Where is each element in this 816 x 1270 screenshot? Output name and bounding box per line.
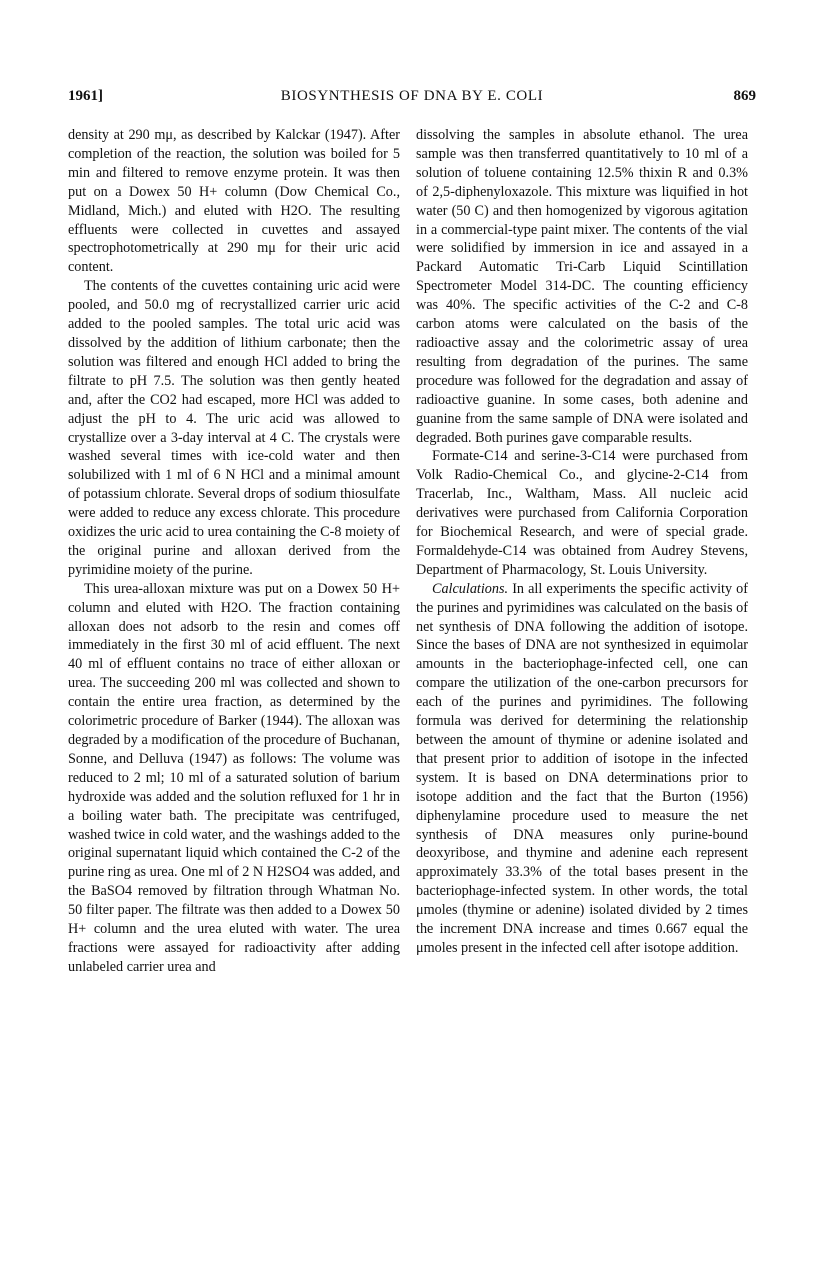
calculations-body: In all experiments the specific activity of the purines and pyrimidines was calculated on the basis of net synthesis of DNA following the addition of isotope. Since the bases of DNA are not synthesized in equimolar amounts in the bacteriophage-infected cell, one can compare the utilization of the one-carbon precursors for each of the purines and pyrimidines. The following formula was derived for determining the relationship between the amount of thymine or adenine isolated and that present prior to addition of isotope in the infected system. It is based on DNA determinations prior to isotope addition and the fact that the Burton (1956) diphenylamine procedure used to measure the net synthesis of DNA measures only purine-bound deoxyribose, and thymine and adenine each represent approximately 33.3% of the total bases present in the bacteriophage-infected system. In other words, the total μmoles (thymine or adenine) isolated divided by 2 times the increment DNA increase and times 0.667 equal the μmoles present in the infected cell after isotope addition.	[416, 580, 748, 956]
running-title: BIOSYNTHESIS OF DNA BY E. COLI	[280, 88, 544, 104]
paragraph-scintillation-assay: dissolving the samples in absolute ethanol. The urea sample was then transferred quantitatively to 10 ml of a solution of toluene containing 12.5% thixin R and 0.3% of 2,5-diphenyloxazole. This mixture was liquified in hot water (50 C) and then homogenized by vigorous agitation in a commercial-type paint mixer. The contents of the vial were solidified by immersion in ice and assayed in a Packard Automatic Tri-Carb Liquid Scintillation Spectrometer Model 314-DC. The counting efficiency was 40%. The specific activities of the C-2 and C-8 carbon atoms were calculated on the basis of the radioactive assay and the colorimetric assay of urea resulting from degradation of the purines. The same procedure was followed for the degradation and assay of radioactive guanine. In some cases, both adenine and guanine from the same sample of DNA were isolated and degraded. Both purines gave comparable results.	[416, 127, 748, 446]
page-number: 869	[733, 88, 756, 104]
left-column	[68, 126, 400, 977]
paragraph-calculations	[416, 580, 748, 958]
calculations-heading: Calculations.	[432, 580, 509, 597]
paragraph-uric-acid-oxidation: The contents of the cuvettes containing uric acid were pooled, and 50.0 mg of recrystallized carrier uric acid added to the pooled samples. The total uric acid was dissolved by the addition of lithium carbonate; then the solution was filtered and enough HCl added to bring the filtrate to pH 7.5. The solution was then gently heated and, after the CO2 had escaped, more HCl was added to adjust the pH to 4. The uric acid was allowed to crystallize over a 3-day interval at 4 C. The crystals were washed several times with ice-cold water and then solubilized with 1 ml of 6 N HCl and a minimal amount of potassium chlorate. Several drops of sodium thiosulfate were added to reduce any excess chlorate. This procedure oxidizes the uric acid to urea containing the C-8 moiety of the original purine and alloxan derived from the pyrimidine moiety of the purine.	[68, 278, 400, 578]
paragraph-uric-acid-assay: density at 290 mμ, as described by Kalckar (1947). After completion of the reaction, the solution was boiled for 5 min and filtered to remove enzyme protein. It was then put on a Dowex 50 H+ column (Dow Chemical Co., Midland, Mich.) and eluted with H2O. The resulting effluents were collected in cuvettes and assayed spectrophotometrically at 290 mμ for their uric acid content.	[68, 127, 400, 276]
paragraph-urea-alloxan-separation: This urea-alloxan mixture was put on a Dowex 50 H+ column and eluted with H2O. The fraction containing alloxan does not adsorb to the resin and comes off immediately in the first 30 ml of acid effluent. The next 40 ml of effluent contains no trace of either alloxan or urea. The succeeding 200 ml was collected and shown to contain the entire urea fraction, as determined by the colorimetric procedure of Barker (1944). The alloxan was degraded by a modification of the procedure of Buchanan, Sonne, and Delluva (1947) as follows: The volume was reduced to 2 ml; 10 ml of a saturated solution of barium hydroxide was added and the solution refluxed for 1 hr in a boiling water bath. The precipitate was centrifuged, washed twice in cold water, and the washings added to the original supernatant liquid which contained the C-2 of the purine ring as urea. One ml of 2 N H2SO4 was added, and the BaSO4 removed by filtration through Whatman No. 50 filter paper. The filtrate was then added to a Dowex 50 H+ column and the urea eluted with water. The urea fractions were assayed for radioactivity after adding unlabeled carrier urea and	[68, 580, 400, 975]
paragraph-materials: Formate-C14 and serine-3-C14 were purchased from Volk Radio-Chemical Co., and glycine-2-C14 from Tracerlab, Inc., Waltham, Mass. All nucleic acid derivatives were purchased from California Corporation for Biochemical Research, and were of special grade. Formaldehyde-C14 was obtained from Audrey Stevens, Department of Pharmacology, St. Louis University.	[416, 448, 748, 578]
running-header	[68, 88, 756, 108]
volume-year: 1961]	[68, 88, 103, 104]
right-column	[416, 126, 748, 958]
